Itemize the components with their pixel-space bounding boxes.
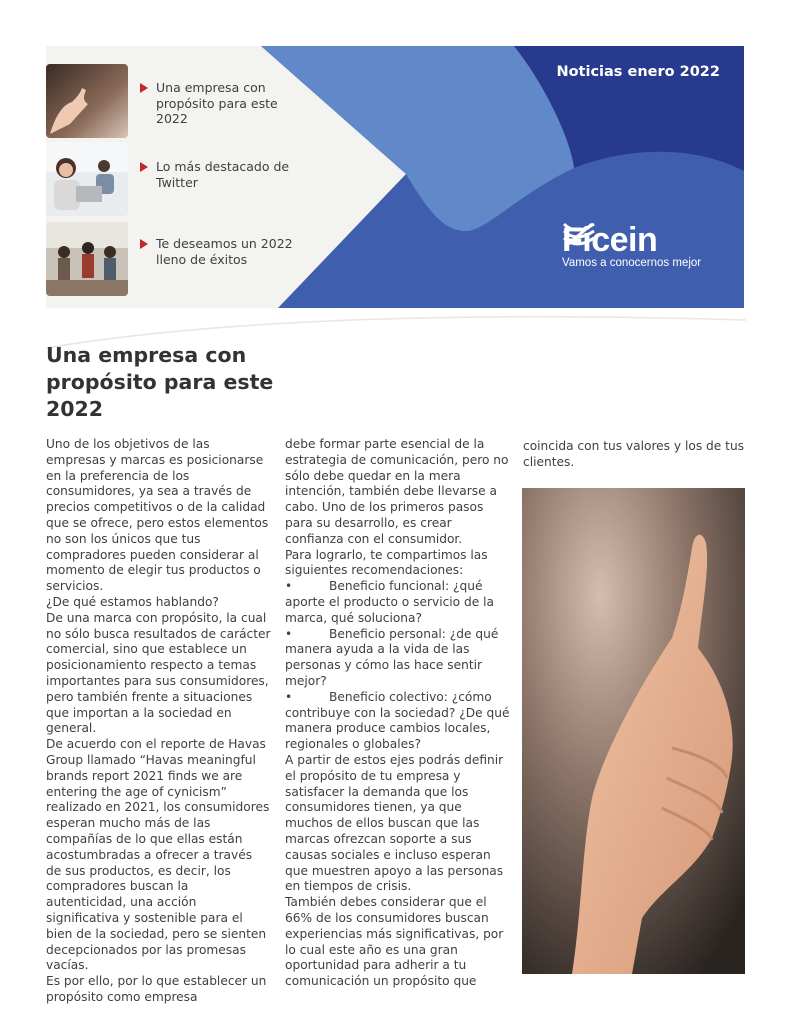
office-team-thumbnail[interactable] — [46, 142, 128, 216]
article-title: Una empresa con propósito para este 2022 — [46, 343, 274, 421]
paragraph: De acuerdo con el reporte de Havas Group llamado “Havas meaningful brands report 2021 finds we are entering the age of cynicism” realizado en 2021, los consumidores esperan mucho más de las compañías de lo que ellas están acostumbradas a ofrecer a través de sus productos, es decir, los compradores buscan la autenticidad, una acción significativa y sostenible para el bien de la sociedad, pero se sienten decepcionados por las promesas vacías. — [46, 737, 270, 973]
bullet-icon: • — [285, 626, 293, 641]
celebration-thumbnail[interactable] — [46, 222, 128, 296]
paragraph: Para lograrlo, te compartimos las siguientes recomendaciones: — [285, 547, 488, 578]
article-column-3 — [523, 439, 745, 471]
paragraph: Es por ello, por lo que establecer un propósito como empresa — [46, 974, 267, 1004]
toc-label: Una empresa con propósito para este 2022 — [156, 80, 278, 126]
triangle-arrow-icon — [140, 239, 148, 249]
issue-date-label: Noticias enero 2022 — [556, 64, 720, 80]
bullet-icon: • — [285, 689, 293, 704]
subheading: ¿De qué estamos hablando? — [46, 594, 219, 609]
paragraph: coincida con tus valores y los de tus clientes. — [523, 439, 745, 469]
paragraph: A partir de estos ejes podrás definir el propósito de tu empresa y satisfacer la demanda que los consumidores tienen, ya que muchos de ellos buscan que las marcas ofrezcan soporte a sus causas sociales e incluso esperan que muestren apoyo a las personas en tiempos de crisis. — [285, 752, 504, 894]
ficein-wave-mark-icon — [562, 222, 596, 248]
toc-item-1[interactable] — [140, 80, 306, 127]
triangle-arrow-icon — [140, 83, 148, 93]
triangle-arrow-icon — [140, 162, 148, 172]
extended-hand-photo — [522, 488, 745, 974]
article-column-1 — [46, 437, 271, 1006]
article-column-2 — [285, 437, 510, 990]
toc-label: Te deseamos un 2022 lleno de éxitos — [156, 236, 293, 267]
ficein-logo[interactable] — [562, 222, 701, 269]
bullet-icon: • — [285, 579, 293, 594]
list-item: • Beneficio colectivo: ¿cómo contribuye con la sociedad? ¿De qué manera produce cambios locales, regionales o globales? — [285, 689, 510, 752]
logo-wordmark: Ficein — [562, 221, 658, 259]
paragraph: debe formar parte esencial de la estrategia de comunicación, pero no sólo debe quedar en la mera intención, también debe llevarse a cabo. Uno de los primeros pasos para su desarrollo, es crear confianza con el consumidor. — [285, 437, 509, 546]
list-item: • Beneficio funcional: ¿qué aporte el producto o servicio de la marca, qué soluciona? — [285, 579, 494, 625]
toc-label: Lo más destacado de Twitter — [156, 159, 290, 190]
paragraph: También debes considerar que el 66% de los consumidores buscan experiencias más significativas, por lo cual este año es una gran oportunidad para adherir a tu comunicación un propósito que — [285, 895, 504, 989]
paragraph: De una marca con propósito, la cual no sólo busca resultados de carácter comercial, sino que establece un posicionamiento respecto a temas importantes para sus consumidores, pero también frente a situaciones que importan a la sociedad en general. — [46, 610, 271, 736]
logo-tagline: Vamos a conocernos mejor — [562, 257, 702, 269]
toc-item-3[interactable] — [140, 236, 306, 267]
paragraph: Uno de los objetivos de las empresas y marcas es posicionarse en la preferencia de los consumidores, ya sea a través de precios competitivos o de la calidad que se ofrece, pero estos elementos no son los únicos que tus compradores pueden considerar al momento de elegir tus productos o servicios. — [46, 437, 269, 594]
list-item: • Beneficio personal: ¿de qué manera ayuda a la vida de las personas y cómo las hace sentir mejor? — [285, 626, 499, 688]
newsletter-header — [46, 46, 744, 308]
toc-item-2[interactable] — [140, 159, 306, 190]
handshake-thumbnail[interactable] — [46, 64, 128, 138]
